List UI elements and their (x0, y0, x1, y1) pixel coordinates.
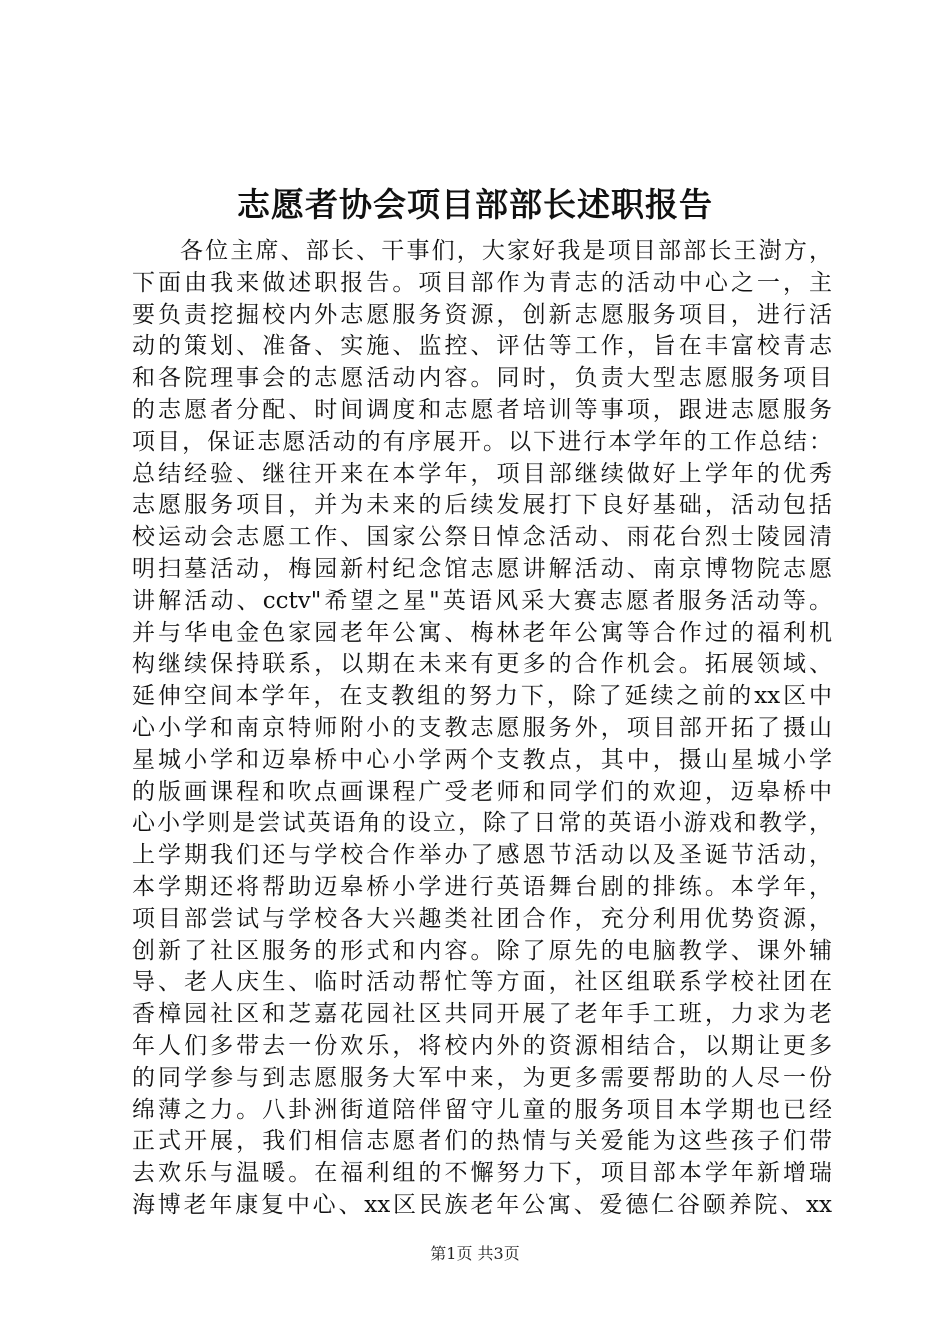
body-line: 绵薄之力。八卦洲街道陪伴留守儿童的服务项目本学期也已经 (132, 1096, 832, 1123)
body-line: 总结经验、继往开来在本学年，项目部继续做好上学年的优秀 (132, 460, 832, 487)
body-line: 香樟园社区和芝嘉花园社区共同开展了老年手工班，力求为老 (132, 1001, 832, 1028)
body-line: 项目部尝试与学校各大兴趣类社团合作，充分利用优势资源， (132, 905, 832, 932)
body-line: 海博老年康复中心、xx区民族老年公寓、爱德仁谷颐养院、xx (132, 1191, 832, 1218)
body-line: 的版画课程和吹点画课程广受老师和同学们的欢迎，迈皋桥中 (132, 778, 832, 805)
body-line: 的志愿者分配、时间调度和志愿者培训等事项，跟进志愿服务 (132, 396, 832, 423)
body-line: 导、老人庆生、临时活动帮忙等方面，社区组联系学校社团在 (132, 969, 832, 996)
body-line: 要负责挖掘校内外志愿服务资源，创新志愿服务项目，进行活 (132, 301, 832, 328)
body-line: 心小学则是尝试英语角的设立，除了日常的英语小游戏和教学， (132, 810, 832, 837)
body-line: 的同学参与到志愿服务大军中来，为更多需要帮助的人尽一份 (132, 1064, 832, 1091)
body-line: 志愿服务项目，并为未来的后续发展打下良好基础，活动包括 (132, 492, 832, 519)
body-line: 构继续保持联系，以期在未来有更多的合作机会。拓展领域、 (132, 651, 832, 678)
page-number-footer: 第1页 共3页 (430, 1244, 520, 1263)
body-line: 明扫墓活动，梅园新村纪念馆志愿讲解活动、南京博物院志愿 (132, 555, 832, 582)
body-line: 本学期还将帮助迈皋桥小学进行英语舞台剧的排练。本学年， (132, 873, 832, 900)
body-line: 年人们多带去一份欢乐，将校内外的资源相结合，以期让更多 (132, 1032, 832, 1059)
body-line: 心小学和南京特师附小的支教志愿服务外，项目部开拓了摄山 (132, 714, 832, 741)
body-line: 动的策划、准备、实施、监控、评估等工作，旨在丰富校青志 (132, 333, 832, 360)
body-line: 校运动会志愿工作、国家公祭日悼念活动、雨花台烈士陵园清 (132, 524, 832, 551)
body-line: 下面由我来做述职报告。项目部作为青志的活动中心之一，主 (132, 269, 832, 296)
body-line: 星城小学和迈皋桥中心小学两个支教点，其中，摄山星城小学 (132, 746, 832, 773)
body-line: 并与华电金色家园老年公寓、梅林老年公寓等合作过的福利机 (132, 619, 832, 646)
body-line: 上学期我们还与学校合作举办了感恩节活动以及圣诞节活动， (132, 842, 832, 869)
document-body (132, 236, 832, 1222)
body-line: 讲解活动、cctv"希望之星"英语风采大赛志愿者服务活动等。 (132, 587, 832, 614)
document-title: 志愿者协会项目部部长述职报告 (237, 185, 713, 224)
body-line: 延伸空间本学年，在支教组的努力下，除了延续之前的xx区中 (132, 683, 832, 710)
body-line: 创新了社区服务的形式和内容。除了原先的电脑教学、课外辅 (132, 937, 832, 964)
body-line: 各位主席、部长、干事们，大家好我是项目部部长王澍方， (180, 238, 832, 264)
body-line: 项目，保证志愿活动的有序展开。以下进行本学年的工作总结： (132, 428, 832, 455)
body-line: 去欢乐与温暖。在福利组的不懈努力下，项目部本学年新增瑞 (132, 1160, 832, 1187)
body-line: 正式开展，我们相信志愿者们的热情与关爱能为这些孩子们带 (132, 1128, 832, 1155)
body-line: 和各院理事会的志愿活动内容。同时，负责大型志愿服务项目 (132, 365, 832, 392)
